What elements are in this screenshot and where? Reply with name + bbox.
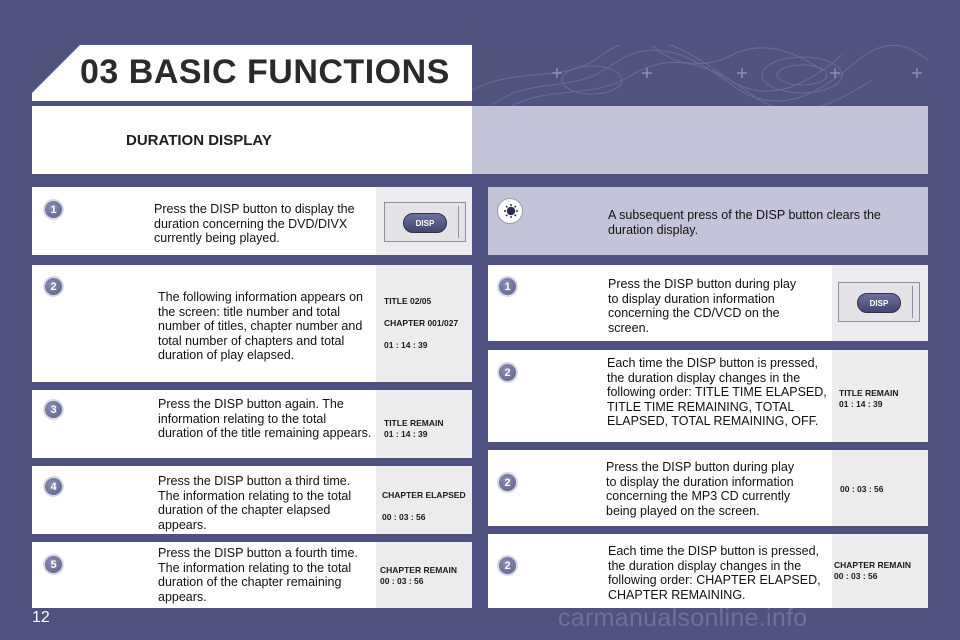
- right-step-3-text: Press the DISP button during play to display the duration information concerning the MP3 CD currently being played on the screen.: [606, 460, 795, 518]
- step-badge: 2: [497, 472, 518, 493]
- topographic-decoration: [472, 45, 928, 106]
- screen-readout-line: CHAPTER 001/027: [384, 318, 459, 328]
- screen-readout-line: TITLE 02/05: [384, 296, 432, 306]
- step-badge: 5: [43, 554, 64, 575]
- right-step-3-panel: [488, 450, 928, 526]
- left-step-2-panel: [32, 265, 472, 382]
- right-step-4-text: Each time the DISP button is pressed, the duration display changes in the following order: CHAPTER ELAPSED, CHAPTER REMAINING.: [608, 544, 821, 602]
- step-badge: 3: [43, 399, 64, 420]
- left-step-4-text: Press the DISP button a third time. The information relating to the total duration of the chapter elapsed appears.: [158, 474, 352, 532]
- screen-readout-line: TITLE REMAIN: [839, 388, 899, 398]
- display-divider: [458, 206, 459, 238]
- tip-text: A subsequent press of the DISP button clears the duration display.: [608, 208, 881, 237]
- step-badge: 1: [497, 276, 518, 297]
- screen-readout-line: 01 : 14 : 39: [384, 340, 428, 350]
- screen-readout-line: 01 : 14 : 39: [839, 399, 883, 409]
- step-badge: 1: [43, 199, 64, 220]
- right-step-1-text: Press the DISP button during play to display duration information concerning the CD/VCD on the screen.: [608, 277, 797, 335]
- screen-readout-line: TITLE REMAIN: [384, 418, 444, 428]
- screen-readout-line: 00 : 03 : 56: [834, 571, 878, 581]
- chapter-title: 03 BASIC FUNCTIONS: [80, 53, 450, 91]
- disp-display: [384, 202, 466, 242]
- step-badge: 2: [497, 362, 518, 383]
- lightbulb-icon: [497, 198, 523, 224]
- left-step-2-text: The following information appears on the screen: title number and total number of titles, chapter number and total number of chapters and total duration of play elapsed.: [158, 290, 363, 362]
- left-step-3-panel: [32, 390, 472, 458]
- left-step-1-text: Press the DISP button to display the duration concerning the DVD/DIVX currently being played.: [154, 202, 355, 245]
- right-step-1-panel: [488, 265, 928, 341]
- screen-readout-line: 00 : 03 : 56: [380, 576, 424, 586]
- screen-readout-line: CHAPTER REMAIN: [380, 565, 457, 575]
- left-step-3-text: Press the DISP button again. The information relating to the total duration of the title remaining appears.: [158, 397, 372, 440]
- left-step-1-panel: [32, 187, 472, 255]
- screen-readout-line: 01 : 14 : 39: [384, 429, 428, 439]
- right-step-2-text: Each time the DISP button is pressed, the duration display changes in the following order: TITLE TIME ELAPSED, TITLE TIME REMAINING, TOTAL ELAPSED, TOTAL REMAINING, OFF.: [607, 356, 827, 428]
- disp-display: [838, 282, 920, 322]
- left-step-5-text: Press the DISP button a fourth time. The information relating to the total duration of the chapter remaining appears.: [158, 546, 358, 604]
- section-title: DURATION DISPLAY: [126, 132, 272, 149]
- step-badge: 4: [43, 476, 64, 497]
- step-badge: 2: [497, 555, 518, 576]
- display-divider: [912, 286, 913, 318]
- page-number: 12: [32, 609, 50, 626]
- disp-button[interactable]: DISP: [403, 213, 447, 233]
- tip-panel: [488, 187, 928, 255]
- left-step-5-panel: [32, 542, 472, 608]
- left-step-4-panel: [32, 466, 472, 534]
- screen-readout-line: CHAPTER REMAIN: [834, 560, 911, 570]
- disp-button[interactable]: DISP: [857, 293, 901, 313]
- right-step-4-panel: [488, 534, 928, 608]
- screen-readout-line: 00 : 03 : 56: [382, 512, 426, 522]
- screen-readout-line: 00 : 03 : 56: [840, 484, 884, 494]
- right-step-2-panel: [488, 350, 928, 442]
- screen-readout-line: CHAPTER ELAPSED: [382, 490, 466, 500]
- step-badge: 2: [43, 276, 64, 297]
- watermark: carmanualsonline.info: [558, 604, 808, 632]
